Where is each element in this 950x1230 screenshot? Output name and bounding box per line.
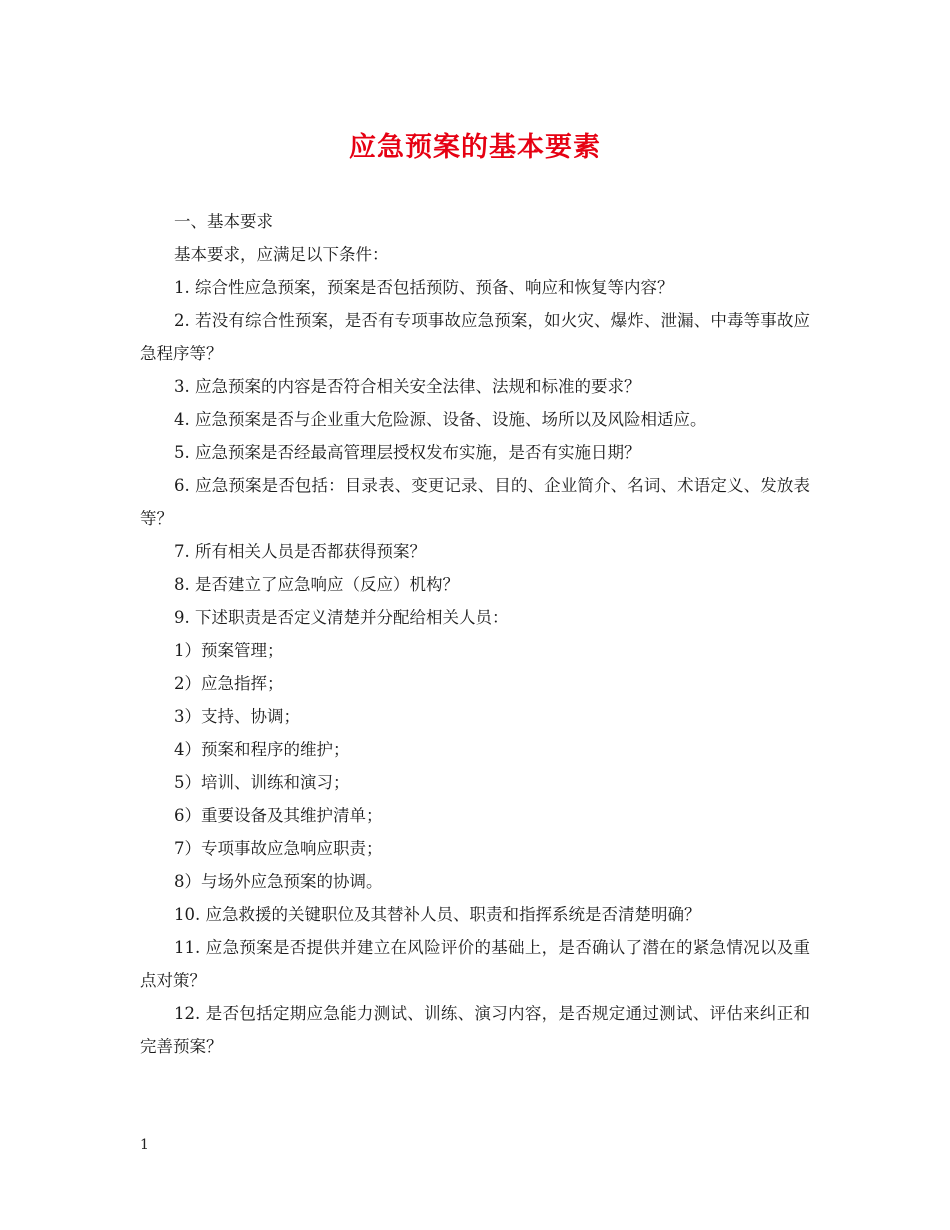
paragraph: 8）与场外应急预案的协调。 (174, 872, 383, 891)
paragraph: 5. 应急预案是否经最高管理层授权发布实施，是否有实施日期？ (174, 443, 641, 462)
paragraph: 6. 应急预案是否包括：目录表、变更记录、目的、企业简介、名词、术语定义、发放表等？ (140, 476, 810, 528)
paragraph: 1. 综合性应急预案，预案是否包括预防、预备、响应和恢复等内容？ (174, 278, 674, 297)
paragraph: 5）培训、训练和演习； (174, 773, 350, 792)
paragraph: 1）预案管理； (174, 641, 284, 660)
paragraph: 3）支持、协调； (174, 707, 300, 726)
document-body (140, 205, 810, 1063)
paragraph: 7）专项事故应急响应职责； (174, 839, 383, 858)
paragraph: 7. 所有相关人员是否都获得预案？ (174, 542, 426, 561)
paragraph: 4. 应急预案是否与企业重大危险源、设备、设施、场所以及风险相适应。 (174, 410, 707, 429)
document-title: 应急预案的基本要素 (349, 132, 601, 163)
paragraph: 9. 下述职责是否定义清楚并分配给相关人员： (174, 608, 509, 627)
paragraph: 6）重要设备及其维护清单； (174, 806, 383, 825)
paragraph: 2）应急指挥； (174, 674, 284, 693)
paragraph: 10. 应急救援的关键职位及其替补人员、职责和指挥系统是否清楚明确？ (174, 905, 701, 924)
paragraph: 一、基本要求 (174, 212, 273, 231)
paragraph: 2. 若没有综合性预案，是否有专项事故应急预案，如火灾、爆炸、泄漏、中毒等事故应急程序等？ (140, 311, 810, 363)
paragraph: 11. 应急预案是否提供并建立在风险评价的基础上，是否确认了潜在的紧急情况以及重点对策？ (140, 938, 810, 990)
page-number: 1 (140, 1137, 149, 1153)
paragraph: 基本要求，应满足以下条件： (174, 245, 389, 264)
paragraph: 4）预案和程序的维护； (174, 740, 350, 759)
paragraph: 8. 是否建立了应急响应（反应）机构？ (174, 575, 459, 594)
paragraph: 12. 是否包括定期应急能力测试、训练、演习内容，是否规定通过测试、评估来纠正和完善预案？ (140, 1004, 810, 1056)
paragraph: 3. 应急预案的内容是否符合相关安全法律、法规和标准的要求？ (174, 377, 641, 396)
